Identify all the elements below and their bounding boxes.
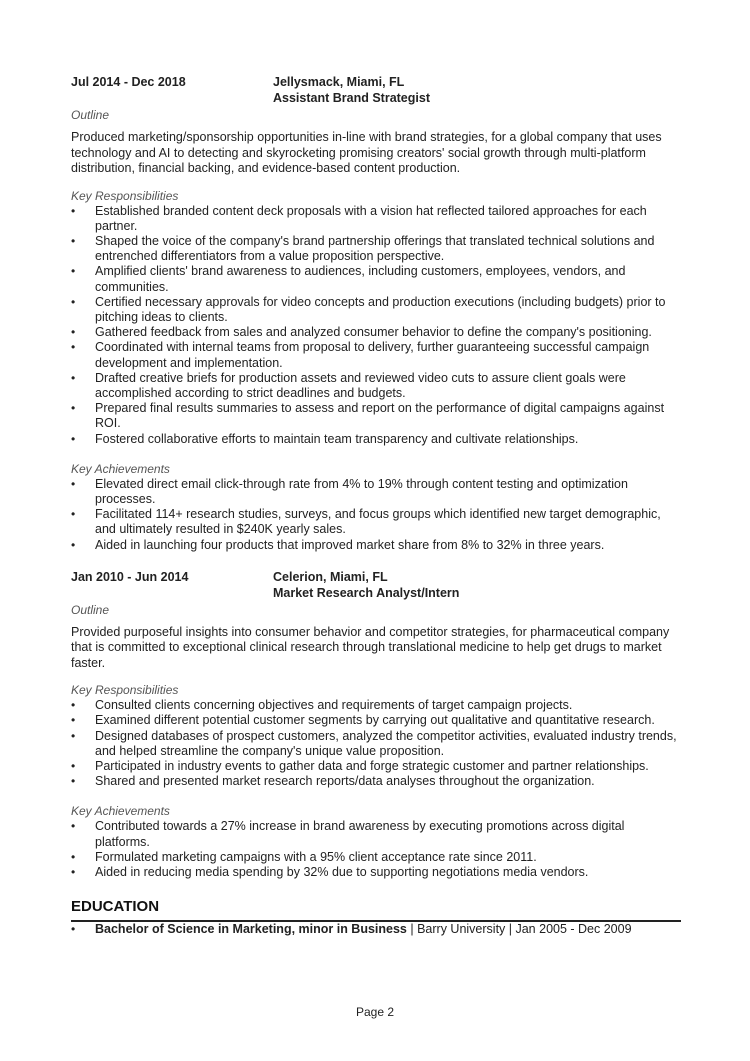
list-item: • Fostered collaborative efforts to maintain team transparency and cultivate relationships. bbox=[71, 432, 681, 447]
list-item: • Shared and presented market research reports/data analyses throughout the organization. bbox=[71, 774, 681, 789]
list-item: • Formulated marketing campaigns with a 95% client acceptance rate since 2011. bbox=[71, 850, 681, 865]
outline-label: Outline bbox=[71, 108, 110, 122]
responsibilities-list bbox=[71, 698, 681, 789]
list-item: • Drafted creative briefs for production assets and reviewed video cuts to assure client goals were accomplished according to strict deadlines and budgets. bbox=[71, 371, 681, 401]
job-organization: Celerion, Miami, FL bbox=[273, 569, 388, 584]
job-header bbox=[71, 569, 681, 601]
list-item: • Gathered feedback from sales and analyzed consumer behavior to define the company's positioning. bbox=[71, 325, 681, 340]
list-item: • Aided in launching four products that improved market share from 8% to 32% in three years. bbox=[71, 538, 681, 553]
job-entry bbox=[71, 74, 681, 553]
list-item: • Consulted clients concerning objectives and requirements of target campaign projects. bbox=[71, 698, 681, 713]
responsibilities-label: Key Responsibilities bbox=[71, 188, 179, 203]
list-item: • Amplified clients' brand awareness to audiences, including customers, employees, vendors, and communities. bbox=[71, 264, 681, 294]
list-item: • Designed databases of prospect customers, analyzed the competitor activities, evaluated industry trends, and helped streamline the company's unique value proposition. bbox=[71, 729, 681, 759]
achievements-label: Key Achievements bbox=[71, 804, 170, 819]
education-heading: EDUCATION bbox=[71, 898, 160, 916]
list-item: • Aided in reducing media spending by 32% due to supporting negotiations media vendors. bbox=[71, 865, 681, 880]
outline-text: Provided purposeful insights into consumer behavior and competitor strategies, for pharmaceutical company that is committed to exceptional clinical research through translational medicine to help get drugs to market faster. bbox=[71, 624, 670, 670]
resume-content bbox=[71, 74, 681, 938]
education-item bbox=[71, 922, 681, 937]
responsibilities-list bbox=[71, 204, 681, 447]
achievements-list bbox=[71, 819, 681, 880]
list-item: • Contributed towards a 27% increase in brand awareness by executing promotions across digital platforms. bbox=[71, 819, 681, 849]
job-title: Assistant Brand Strategist bbox=[273, 91, 430, 105]
outline-label: Outline bbox=[71, 602, 110, 617]
list-item: • Shaped the voice of the company's brand partnership offerings that translated technical solutions and entrenched differentiators from a value proposition perspective. bbox=[71, 234, 681, 264]
achievements-list bbox=[71, 477, 681, 553]
list-item: • Coordinated with internal teams from proposal to delivery, further guaranteeing successful campaign development and implementation. bbox=[71, 340, 681, 370]
education-list bbox=[71, 922, 681, 937]
job-header bbox=[71, 74, 681, 106]
list-item: • Facilitated 114+ research studies, surveys, and focus groups which identified new target demographic, and ultimately resulted in $240K yearly sales. bbox=[71, 507, 681, 537]
job-organization: Jellysmack, Miami, FL bbox=[273, 75, 405, 89]
degree-name: Bachelor of Science in Marketing, minor in Business bbox=[95, 922, 407, 937]
list-item: • Participated in industry events to gather data and forge strategic customer and partner relationships. bbox=[71, 759, 681, 774]
list-item: • Prepared final results summaries to assess and report on the performance of digital campaigns against ROI. bbox=[71, 401, 681, 431]
education-details: | Barry University | Jan 2005 - Dec 2009 bbox=[406, 922, 632, 937]
list-item: • Elevated direct email click-through rate from 4% to 19% through content testing and optimization processes. bbox=[71, 477, 681, 507]
achievements-label: Key Achievements bbox=[71, 461, 170, 476]
list-item: • Established branded content deck proposals with a vision hat reflected tailored approaches for each partner. bbox=[71, 204, 681, 234]
job-dates: Jan 2010 - Jun 2014 bbox=[71, 569, 189, 584]
list-item: • Examined different potential customer segments by carrying out qualitative and quantitative research. bbox=[71, 713, 681, 728]
list-item: • Certified necessary approvals for video concepts and production executions (including budgets) prior to pitching ideas to clients. bbox=[71, 295, 681, 325]
page-number: Page 2 bbox=[355, 1005, 395, 1019]
job-entry bbox=[71, 569, 681, 881]
job-title: Market Research Analyst/Intern bbox=[273, 585, 460, 600]
job-dates: Jul 2014 - Dec 2018 bbox=[71, 75, 186, 89]
outline-text: Produced marketing/sponsorship opportunities in-line with brand strategies, for a global company that uses technology and AI to detecting and skyrocketing promising creators' social growth through multi-platform distribution, financial backing, and evidence-based content production. bbox=[71, 130, 662, 175]
responsibilities-label: Key Responsibilities bbox=[71, 683, 179, 698]
